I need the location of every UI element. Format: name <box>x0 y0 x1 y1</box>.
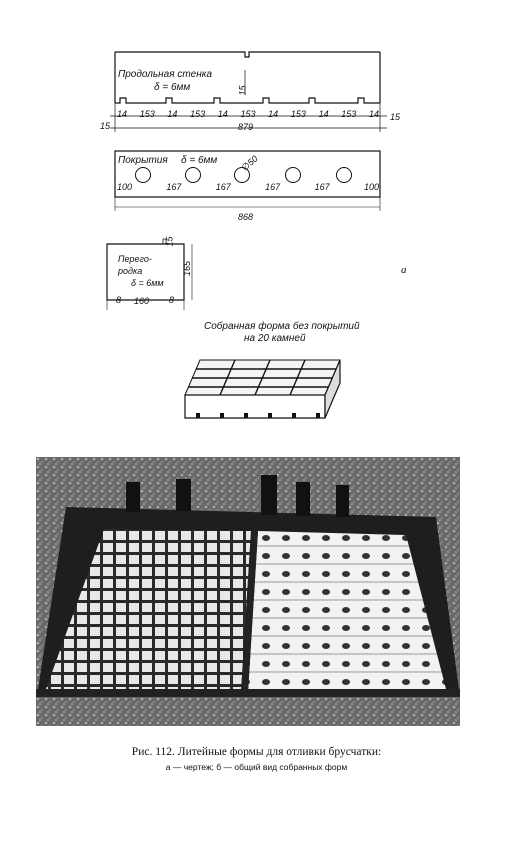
wall-dim: 14 <box>268 109 279 119</box>
figure-caption: Рис. 112. Литейные формы для отливки брусчатки: <box>131 746 382 758</box>
wall-dim: 153 <box>139 109 155 119</box>
wall-title: Продольная стенка <box>118 69 212 80</box>
cover-overall: 868 <box>238 212 254 222</box>
cover-dim: 100 <box>363 182 379 192</box>
wall-dim: 153 <box>341 109 357 119</box>
cover-dim: 167 <box>314 182 330 192</box>
partition-right-dim: 8 <box>169 295 175 305</box>
cover-title: Покрытия <box>118 155 168 166</box>
cover-dim: 100 <box>117 182 133 192</box>
wall-dim: 14 <box>117 109 128 119</box>
cover-dim: 167 <box>215 182 231 192</box>
wall-right-end: 15 <box>390 112 401 122</box>
wall-overall: 879 <box>238 122 254 132</box>
partition-height-dim: 165 <box>182 260 193 277</box>
wall-thickness: δ = 6мм <box>154 82 191 93</box>
wall-dim: 153 <box>290 109 306 119</box>
wall-dim: 14 <box>167 109 178 119</box>
assembly-title-2: на 20 камней <box>244 333 306 344</box>
partition-thickness: δ = 6мм <box>131 278 164 288</box>
panel-a-label: а <box>401 264 407 276</box>
wall-height-dim: 15 <box>237 85 248 96</box>
wall-dims-row <box>117 110 379 119</box>
cover-hole-diameter: ∅50 <box>239 153 260 173</box>
assembled-form-sketch <box>170 350 360 430</box>
wall-dim: 14 <box>217 109 228 119</box>
partition-top-dim: 15 <box>164 236 175 247</box>
photograph <box>36 457 460 726</box>
wall-dim: 153 <box>190 109 206 119</box>
wall-dim: 153 <box>240 109 256 119</box>
partition-width-dim: 160 <box>134 296 150 306</box>
wall-dim: 14 <box>368 109 379 119</box>
partition-title-2: родка <box>118 266 143 276</box>
partition-title-1: Перего- <box>118 254 152 264</box>
figure-caption-legend: а — чертеж; б — общий вид собранных форм <box>165 762 348 772</box>
wall-dim: 14 <box>318 109 329 119</box>
cover-dims-row <box>117 183 379 192</box>
assembly-title-1: Собранная форма без покрытий <box>204 321 360 332</box>
partition-left-dim: 8 <box>116 295 122 305</box>
cover-dim: 167 <box>166 182 182 192</box>
wall-left-end: 15 <box>100 121 111 131</box>
cover-thickness: δ = 6мм <box>181 155 218 166</box>
wall-drawing <box>95 40 415 140</box>
cover-dim: 167 <box>265 182 281 192</box>
